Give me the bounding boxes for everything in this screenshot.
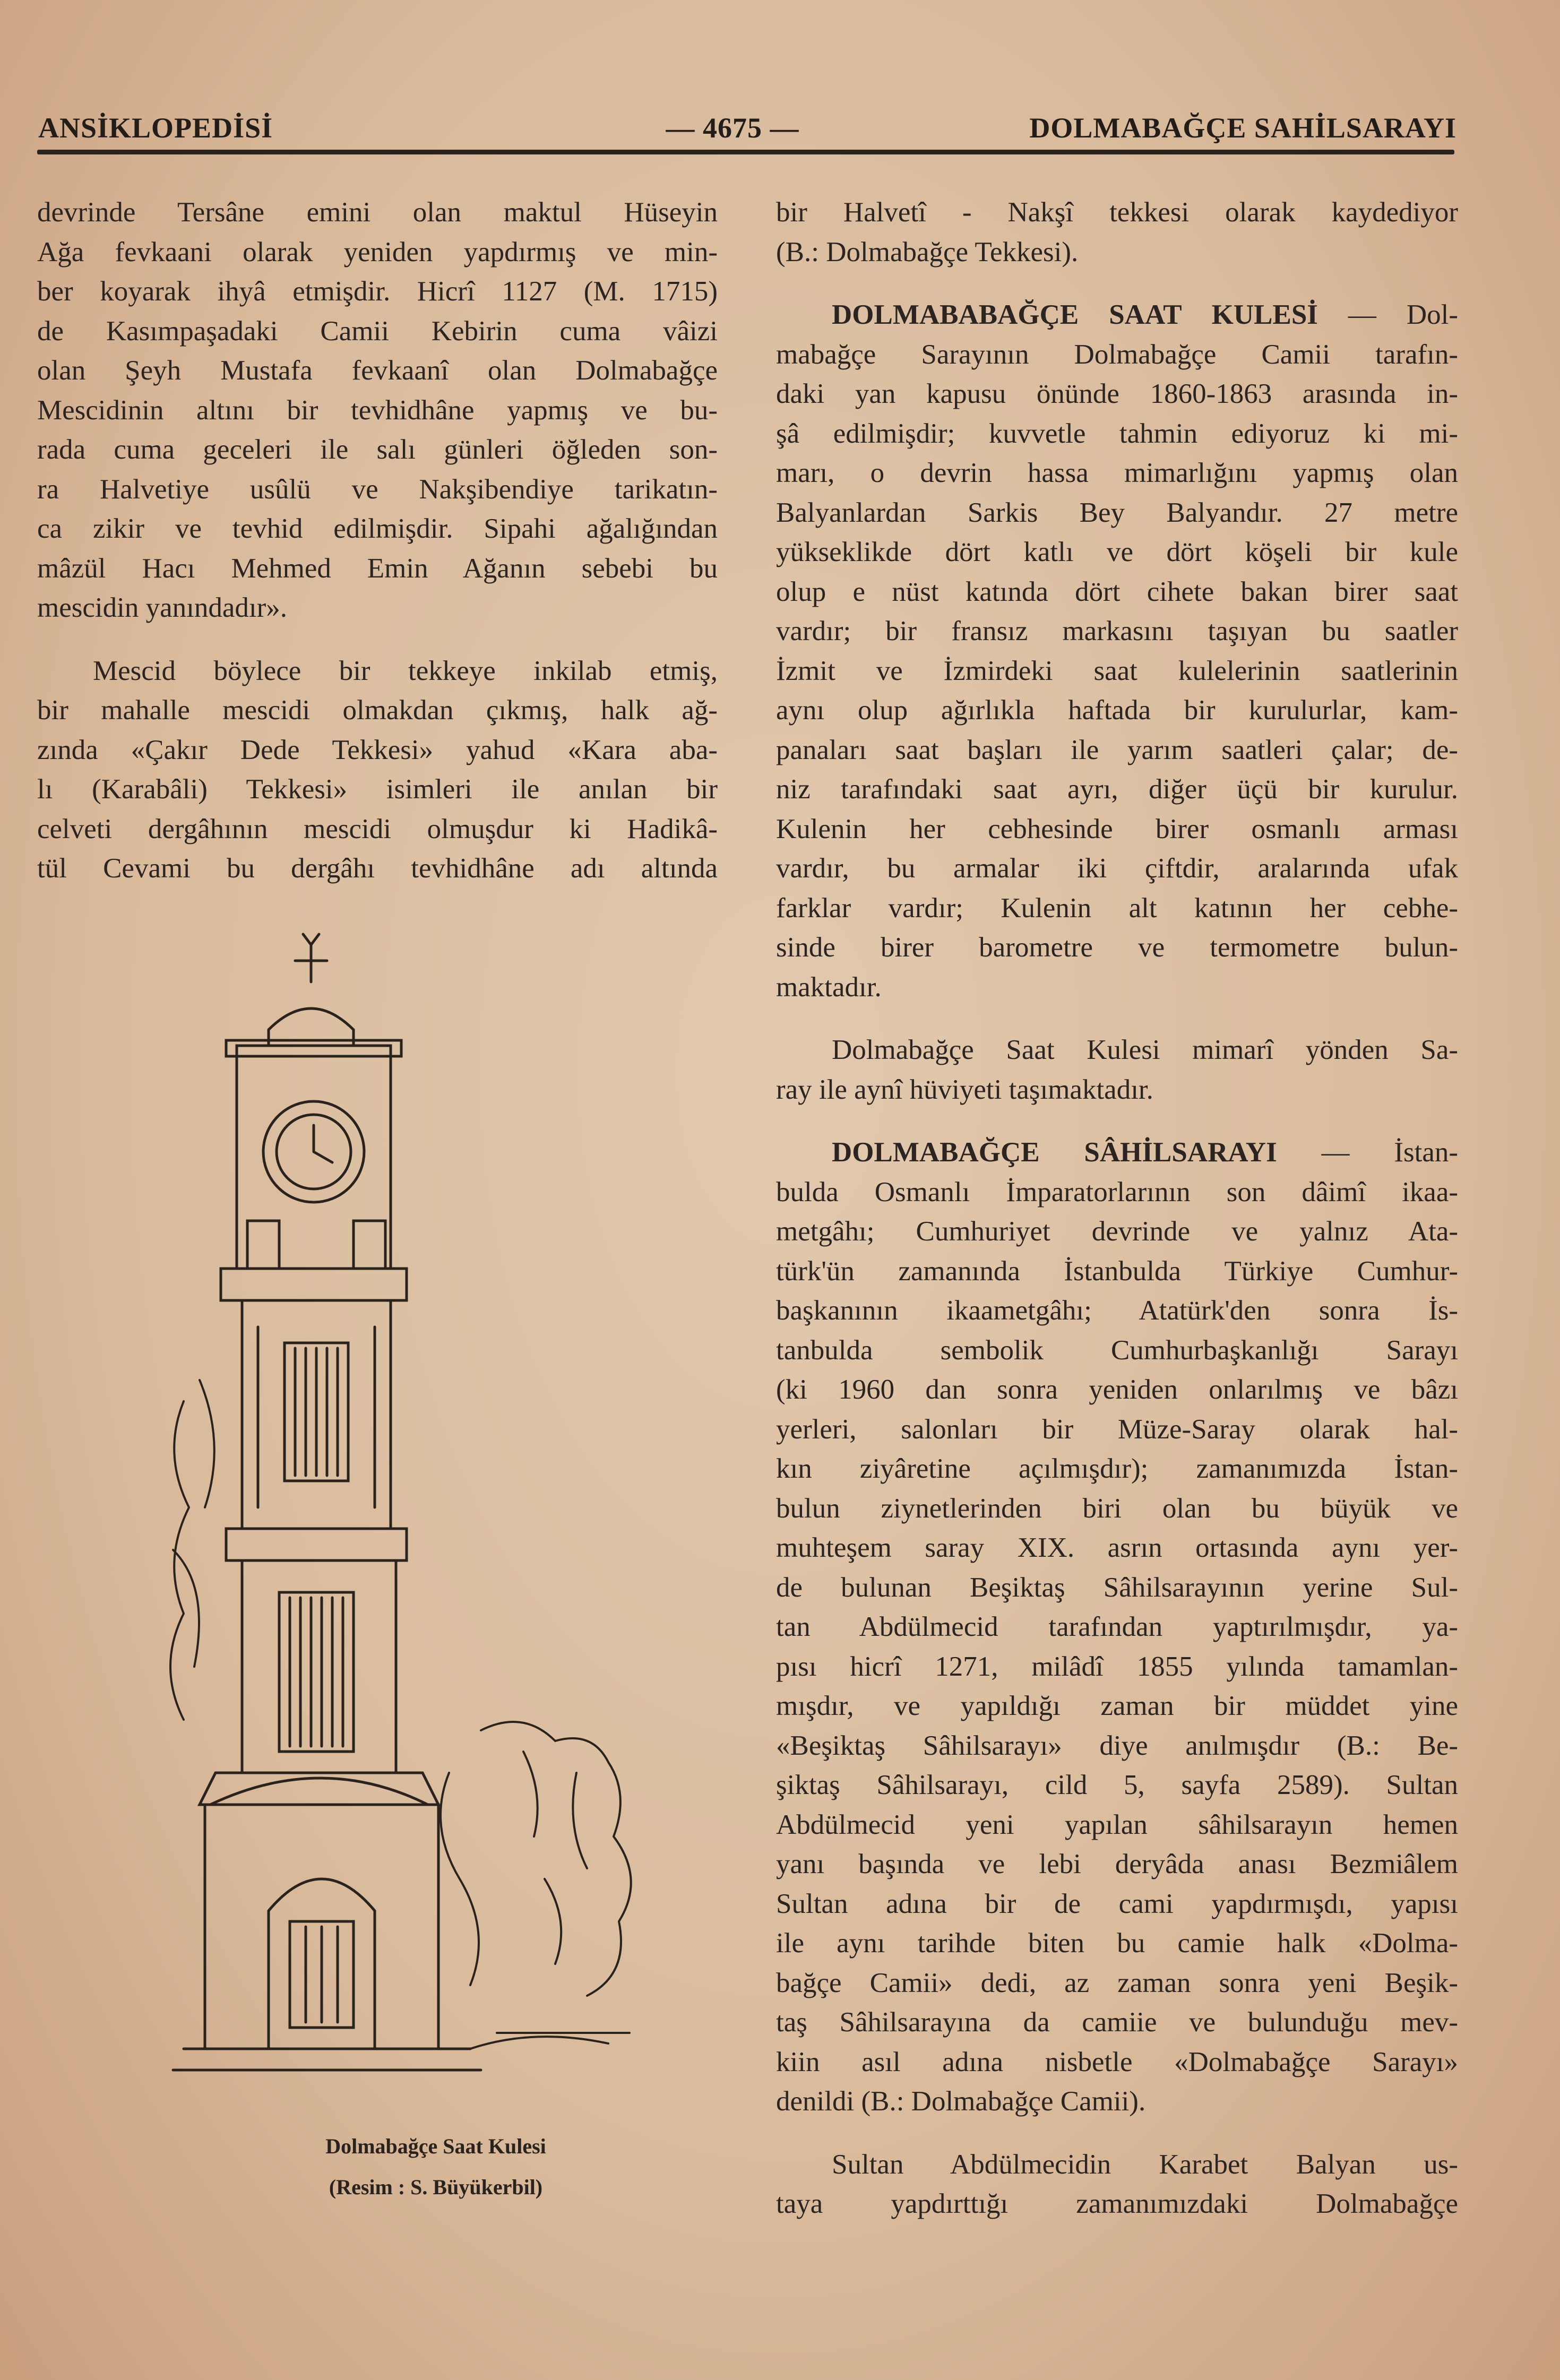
text-line: Mescid böylece bir tekkeye inkilab etmiş,: [93, 655, 718, 686]
paragraph-gap: [776, 2122, 1458, 2145]
paragraph: [776, 193, 1458, 272]
paragraph-gap: [776, 272, 1458, 295]
text-line: Abdülmecid yeni yapılan sâhilsarayın hemen: [776, 1809, 1458, 1840]
text-line: bir mahalle mescidi olmakdan çıkmış, halk ağ-: [37, 695, 718, 726]
text-line: de Kasımpaşadaki Camii Kebirin cuma vâizi: [37, 315, 718, 347]
text-line: celveti dergâhının mescidi olmuşdur ki Hadikâ-: [37, 813, 718, 844]
right-text-column: [776, 193, 1458, 2224]
text-line: mabağçe Sarayının Dolmabağçe Camii tarafın-: [776, 339, 1458, 370]
text-line: ra Halvetiye usûlü ve Nakşibendiye tarikatın-: [37, 473, 718, 505]
entry-paragraph: [776, 295, 1458, 1007]
text-line: denildi (B.: Dolmabağçe Camii).: [776, 2086, 1146, 2117]
text-line: «Beşiktaş Sâhilsarayı» diye anılmışdır (B.: Be-: [776, 1730, 1458, 1761]
text-line: maktadır.: [776, 971, 882, 1003]
text-line: olan Şeyh Mustafa fevkaanî olan Dolmabağçe: [37, 355, 718, 386]
text-line: yükseklikde dört katlı ve dört köşeli bir kule: [776, 537, 1458, 567]
header-rule: [37, 150, 1454, 154]
text-line: Ağa fevkaani olarak yeniden yapdırmış ve min-: [37, 236, 718, 268]
text-line: niz tarafındaki saat ayrı, diğer üçü bir kurulur.: [776, 774, 1458, 805]
paragraph-gap: [776, 1007, 1458, 1030]
text-line: mâzül Hacı Mehmed Emin Ağanın sebebi bu: [37, 553, 718, 584]
text-line: muhteşem saray XIX. asrın ortasında aynı yer-: [776, 1532, 1458, 1563]
text-line: bir Halvetî - Nakşî tekkesi olarak kaydediyor: [776, 197, 1458, 228]
text-line: sinde birer barometre ve termometre bulun-: [776, 932, 1458, 963]
tower-base: [173, 1773, 481, 2070]
entry-heading: DOLMABAĞÇE SÂHİLSARAYI: [832, 1137, 1277, 1168]
entry-heading: DOLMABABAĞÇE SAAT KULESİ: [832, 299, 1318, 330]
text-line: ca zikir ve tevhid edilmişdir. Sipahi ağalığından: [37, 513, 718, 544]
page-number: — 4675 —: [666, 112, 799, 144]
text-line: türk'ün zamanında İstanbulda Türkiye Cumhur-: [776, 1255, 1458, 1287]
tower-top-stage: [226, 1040, 401, 1269]
text-line: mışdır, ve yapıldığı zaman bir müddet yine: [776, 1691, 1458, 1721]
running-header-left: ANSİKLOPEDİSİ: [38, 112, 273, 144]
paragraph: [37, 651, 718, 889]
text-line: mescidin yanındadır».: [37, 592, 287, 623]
text-line: taya yapdırttığı zamanımızdaki Dolmabağçe: [776, 2188, 1458, 2219]
text-line: aynı olup ağırlıkla haftada bir kurulurlar, kam-: [776, 695, 1458, 726]
text-line: Sultan adına bir de cami yapdırmışdı, yapısı: [776, 1888, 1458, 1919]
text-line: İzmit ve İzmirdeki saat kulelerinin saatlerinin: [776, 655, 1458, 686]
text-line: taş Sâhilsarayına da camiie ve bulunduğu mev-: [776, 2007, 1458, 2038]
paragraph: [776, 1030, 1458, 1109]
text-line: Dolmabağçe Saat Kulesi mimarî yönden Sa-: [832, 1034, 1458, 1065]
text-line: lı (Karabâli) Tekkesi» isimleri ile anılan bir: [37, 774, 718, 805]
text-line: tan Abdülmecid tarafından yaptırılmışdır, ya-: [776, 1611, 1458, 1642]
left-text-column: [37, 193, 718, 889]
text-line: kiin asıl adına nisbetle «Dolmabağçe Sarayı»: [776, 2046, 1458, 2077]
text-line: (B.: Dolmabağçe Tekkesi).: [776, 236, 1079, 268]
text-line: olup e nüst katında dört cihete bakan birer saat: [776, 576, 1458, 607]
text-line: vardır; bir fransız markasını taşıyan bu saatler: [776, 616, 1458, 646]
text-line: panaları saat başları ile yarım saatleri çalar; de-: [776, 734, 1458, 765]
text-line: Kulenin her cebhesinde birer osmanlı arması: [776, 813, 1458, 844]
text-line: ray ile aynî hüviyeti taşımaktadır.: [776, 1074, 1153, 1105]
text-line: de bulunan Beşiktaş Sâhilsarayının yerine Sul-: [776, 1572, 1458, 1603]
figure-caption-title: Dolmabağçe Saat Kulesi: [325, 2134, 546, 2158]
text-line: daki yan kapusu önünde 1860-1863 arasında in-: [776, 378, 1458, 409]
text-line: farklar vardır; Kulenin alt katının her cebhe-: [776, 892, 1458, 924]
entry-heading-line: DOLMABAĞÇE SÂHİLSARAYI — İstan-: [832, 1137, 1458, 1168]
paragraph-gap: [37, 628, 718, 651]
text-line: Sultan Abdülmecidin Karabet Balyan us-: [832, 2149, 1458, 2180]
tower-finial: [269, 934, 354, 1046]
tower-lower-stage: [226, 1529, 407, 1773]
entry-paragraph: [776, 1133, 1458, 2122]
text-line: şiktaş Sâhilsarayı, cild 5, sayfa 2589). Sultan: [776, 1770, 1458, 1800]
clock-tower-illustration: [152, 924, 720, 2118]
text-line: şâ edilmişdir; kuvvetle tahmin ediyoruz ki mi-: [776, 418, 1458, 449]
tower-middle-stage: [221, 1269, 407, 1529]
paragraph: [37, 193, 718, 628]
figure-caption-credit: (Resim : S. Büyükerbil): [329, 2175, 543, 2199]
text-line: metgâhı; Cumhuriyet devrinde ve yalnız Ata-: [776, 1216, 1458, 1247]
entry-heading-line: DOLMABABAĞÇE SAAT KULESİ — Dol-: [832, 299, 1458, 330]
text-line: devrinde Tersâne emini olan maktul Hüseyin: [37, 197, 718, 228]
text-line: tanbulda sembolik Cumhurbaşkanlığı Sarayı: [776, 1334, 1458, 1366]
text-line: zında «Çakır Dede Tekkesi» yahud «Kara aba-: [37, 734, 718, 765]
text-line: tül Cevami bu dergâhı tevhidhâne adı altında: [37, 853, 718, 884]
text-line: yerleri, salonları bir Müze-Saray olarak hal-: [776, 1413, 1458, 1445]
text-line: kın ziyâretine açılmışdır); zamanımızda İstan-: [776, 1453, 1458, 1484]
text-line: bulda Osmanlı İmparatorlarının son dâimî ikaa-: [776, 1176, 1458, 1208]
running-header-right: DOLMABAĞÇE SAHİLSARAYI: [1029, 112, 1456, 144]
text-line: (ki 1960 dan sonra yeniden onlarılmış ve bâzı: [776, 1374, 1458, 1405]
text-line: ber koyarak ihyâ etmişdir. Hicrî 1127 (M. 1715): [37, 276, 718, 307]
text-line: ile aynı tarihde biten bu camie halk «Dolma-: [776, 1928, 1458, 1959]
text-line: Mescidinin altını bir tevhidhâne yapmış ve bu-: [37, 394, 718, 426]
paragraph: [776, 2145, 1458, 2224]
text-line: pısı hicrî 1271, milâdî 1855 yılında tamamlan-: [776, 1651, 1458, 1682]
trees-sketch: [170, 1380, 631, 2049]
text-line: rada cuma geceleri ile salı günleri öğleden son-: [37, 434, 718, 465]
paragraph-gap: [776, 1109, 1458, 1133]
text-line: vardır, bu armalar iki çiftdir, aralarında ufak: [776, 853, 1458, 884]
text-line: yanı başında ve lebi deryâda anası Bezmiâlem: [776, 1849, 1458, 1879]
text-line: bulun ziynetlerinden biri olan bu büyük ve: [776, 1493, 1458, 1524]
text-line: başkanının ikaametgâhı; Atatürk'den sonra İs-: [776, 1295, 1458, 1326]
text-line: Balyanlardan Sarkis Bey Balyandır. 27 metre: [776, 497, 1458, 528]
text-line: bağçe Camii» dedi, az zaman sonra yeni Beşik-: [776, 1967, 1458, 1998]
text-line: marı, o devrin hassa mimarlığını yapmış olan: [776, 458, 1458, 488]
